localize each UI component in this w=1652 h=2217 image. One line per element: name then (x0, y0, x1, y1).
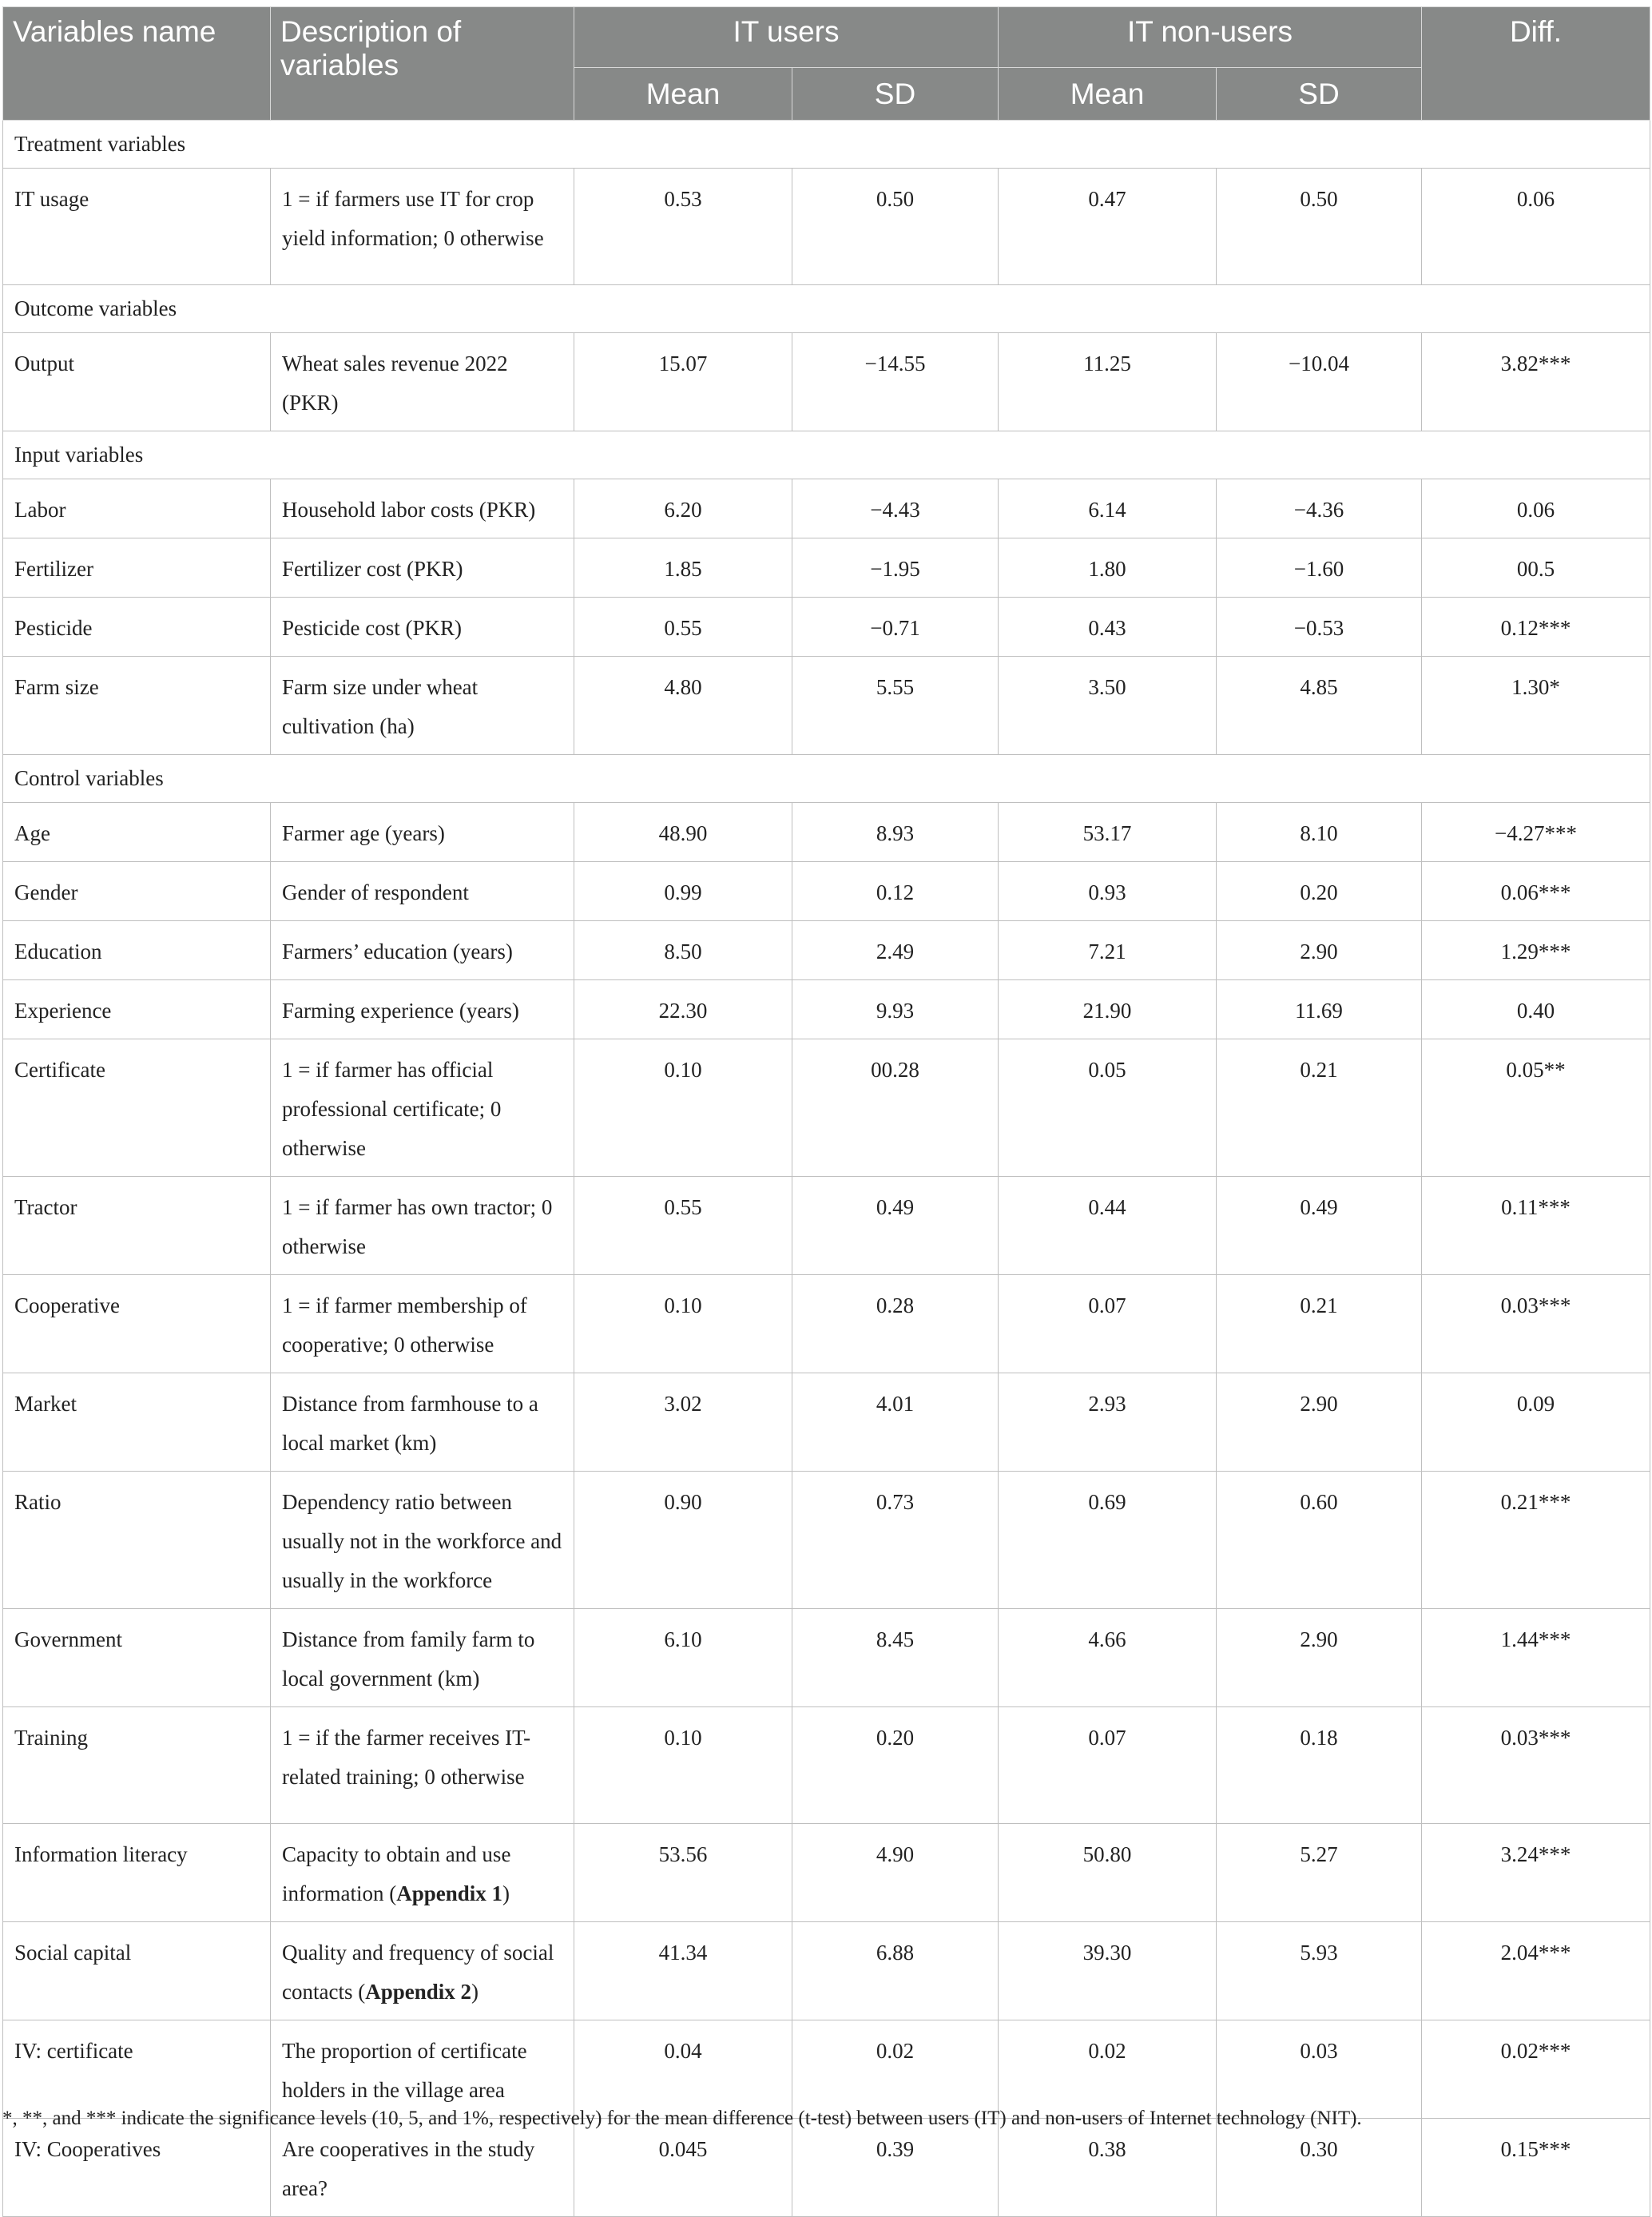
cell-description: Wheat sales revenue 2022 (PKR) (271, 333, 574, 431)
cell-it-sd: 8.93 (792, 803, 999, 862)
section-row (3, 121, 1650, 169)
cell-diff: 0.05** (1422, 1039, 1650, 1177)
cell-description: Distance from family farm to local government (km) (271, 1609, 574, 1707)
cell-nit-sd: 8.10 (1217, 803, 1422, 862)
cell-diff: 0.06 (1422, 479, 1650, 538)
cell-variable: IT usage (3, 169, 271, 285)
cell-diff: 0.03*** (1422, 1707, 1650, 1824)
cell-nit-sd: 0.21 (1217, 1039, 1422, 1177)
header-diff: Diff. (1422, 7, 1650, 121)
cell-description: 1 = if farmer has own tractor; 0 otherwise (271, 1177, 574, 1275)
cell-nit-mean: 7.21 (999, 921, 1217, 980)
cell-it-sd: 6.88 (792, 1922, 999, 2020)
cell-description: Gender of respondent (271, 862, 574, 921)
cell-it-mean: 1.85 (574, 538, 792, 598)
cell-nit-sd: −10.04 (1217, 333, 1422, 431)
table-row (3, 980, 1650, 1039)
cell-it-mean: 6.10 (574, 1609, 792, 1707)
cell-variable: Fertilizer (3, 538, 271, 598)
cell-description: Distance from farmhouse to a local market (km) (271, 1373, 574, 1472)
cell-it-sd: 0.20 (792, 1707, 999, 1824)
cell-it-sd: 5.55 (792, 657, 999, 755)
table-row (3, 1707, 1650, 1824)
cell-variable: Education (3, 921, 271, 980)
cell-nit-mean: 39.30 (999, 1922, 1217, 2020)
table-row (3, 598, 1650, 657)
cell-it-sd: 9.93 (792, 980, 999, 1039)
cell-it-sd: 2.49 (792, 921, 999, 980)
cell-description: 1 = if the farmer receives IT-related training; 0 otherwise (271, 1707, 574, 1824)
cell-nit-sd: 2.90 (1217, 1373, 1422, 1472)
cell-variable: Information literacy (3, 1824, 271, 1922)
cell-nit-sd: 5.27 (1217, 1824, 1422, 1922)
cell-nit-sd: 0.50 (1217, 169, 1422, 285)
cell-nit-mean: 3.50 (999, 657, 1217, 755)
header-it-nonusers-sd: SD (1217, 68, 1422, 121)
cell-description: Farming experience (years) (271, 980, 574, 1039)
cell-variable: Certificate (3, 1039, 271, 1177)
cell-it-sd: 8.45 (792, 1609, 999, 1707)
cell-variable: Labor (3, 479, 271, 538)
cell-diff: 0.02*** (1422, 2020, 1650, 2119)
cell-it-sd: 4.90 (792, 1824, 999, 1922)
cell-description (271, 1824, 574, 1922)
appendix-link: Appendix 2 (365, 1980, 472, 2004)
cell-it-mean: 48.90 (574, 803, 792, 862)
section-control: Control variables (3, 755, 1650, 803)
cell-variable: Gender (3, 862, 271, 921)
cell-it-sd: 0.50 (792, 169, 999, 285)
cell-it-sd: 00.28 (792, 1039, 999, 1177)
cell-nit-sd: 0.18 (1217, 1707, 1422, 1824)
cell-it-mean: 15.07 (574, 333, 792, 431)
description-text: ) (471, 1980, 479, 2004)
cell-nit-sd: 5.93 (1217, 1922, 1422, 2020)
cell-nit-sd: 0.20 (1217, 862, 1422, 921)
table-row (3, 1373, 1650, 1472)
cell-nit-sd: −1.60 (1217, 538, 1422, 598)
cell-nit-sd: 0.60 (1217, 1472, 1422, 1609)
header-it-nonusers: IT non-users (999, 7, 1422, 68)
header-variables-name: Variables name (3, 7, 271, 121)
cell-it-mean: 0.10 (574, 1707, 792, 1824)
table-row (3, 1824, 1650, 1922)
table-row (3, 1609, 1650, 1707)
table-row (3, 2119, 1650, 2217)
table-row (3, 169, 1650, 285)
cell-variable: Pesticide (3, 598, 271, 657)
cell-nit-mean: 50.80 (999, 1824, 1217, 1922)
cell-variable: Farm size (3, 657, 271, 755)
header-it-nonusers-mean: Mean (999, 68, 1217, 121)
cell-diff: 0.03*** (1422, 1275, 1650, 1373)
cell-diff: 1.44*** (1422, 1609, 1650, 1707)
appendix-link: Appendix 1 (396, 1881, 503, 1905)
cell-it-mean: 0.045 (574, 2119, 792, 2217)
cell-variable: Experience (3, 980, 271, 1039)
table-row (3, 1039, 1650, 1177)
cell-it-mean: 41.34 (574, 1922, 792, 2020)
cell-diff: 3.24*** (1422, 1824, 1650, 1922)
cell-variable: Tractor (3, 1177, 271, 1275)
cell-description: Farm size under wheat cultivation (ha) (271, 657, 574, 755)
cell-it-mean: 0.90 (574, 1472, 792, 1609)
section-input: Input variables (3, 431, 1650, 479)
table-row (3, 2020, 1650, 2119)
cell-it-mean: 4.80 (574, 657, 792, 755)
cell-nit-mean: 11.25 (999, 333, 1217, 431)
cell-it-mean: 0.53 (574, 169, 792, 285)
cell-nit-mean: 0.07 (999, 1275, 1217, 1373)
summary-statistics-table (2, 6, 1650, 2217)
cell-diff: 3.82*** (1422, 333, 1650, 431)
table-container (2, 6, 1650, 2217)
section-row (3, 755, 1650, 803)
cell-description (271, 1922, 574, 2020)
table-row (3, 921, 1650, 980)
cell-it-mean: 0.99 (574, 862, 792, 921)
cell-nit-sd: 0.30 (1217, 2119, 1422, 2217)
table-footnote: *, **, and *** indicate the significance levels (10, 5, and 1%, respectively) for the mean difference (t-test) between users (IT) and non-users of Internet technology (NIT). (2, 2108, 1362, 2129)
cell-nit-mean: 0.07 (999, 1707, 1217, 1824)
cell-nit-sd: 0.49 (1217, 1177, 1422, 1275)
cell-it-mean: 22.30 (574, 980, 792, 1039)
cell-diff: 2.04*** (1422, 1922, 1650, 2020)
cell-nit-mean: 0.43 (999, 598, 1217, 657)
cell-diff: 0.06 (1422, 169, 1650, 285)
table-row (3, 538, 1650, 598)
cell-diff: 0.09 (1422, 1373, 1650, 1472)
cell-nit-mean: 53.17 (999, 803, 1217, 862)
cell-variable: Market (3, 1373, 271, 1472)
cell-it-mean: 8.50 (574, 921, 792, 980)
header-it-users-mean: Mean (574, 68, 792, 121)
cell-variable: Government (3, 1609, 271, 1707)
table-row (3, 1275, 1650, 1373)
cell-nit-mean: 0.02 (999, 2020, 1217, 2119)
cell-nit-mean: 0.69 (999, 1472, 1217, 1609)
cell-it-sd: −4.43 (792, 479, 999, 538)
cell-it-sd: 0.49 (792, 1177, 999, 1275)
cell-it-mean: 0.10 (574, 1039, 792, 1177)
cell-diff: 00.5 (1422, 538, 1650, 598)
cell-variable: IV: Cooperatives (3, 2119, 271, 2217)
cell-variable: IV: certificate (3, 2020, 271, 2119)
section-outcome: Outcome variables (3, 285, 1650, 333)
cell-nit-mean: 0.38 (999, 2119, 1217, 2217)
cell-description: Pesticide cost (PKR) (271, 598, 574, 657)
cell-diff: 0.40 (1422, 980, 1650, 1039)
table-row (3, 333, 1650, 431)
cell-it-sd: −14.55 (792, 333, 999, 431)
cell-nit-mean: 0.44 (999, 1177, 1217, 1275)
header-it-users: IT users (574, 7, 999, 68)
section-row (3, 431, 1650, 479)
cell-diff: 0.06*** (1422, 862, 1650, 921)
cell-diff: 1.30* (1422, 657, 1650, 755)
cell-diff: 0.11*** (1422, 1177, 1650, 1275)
cell-description: Dependency ratio between usually not in the workforce and usually in the workforce (271, 1472, 574, 1609)
cell-it-sd: 0.39 (792, 2119, 999, 2217)
cell-description: Farmers’ education (years) (271, 921, 574, 980)
cell-nit-sd: −0.53 (1217, 598, 1422, 657)
cell-diff: 0.21*** (1422, 1472, 1650, 1609)
cell-nit-mean: 1.80 (999, 538, 1217, 598)
cell-nit-mean: 0.93 (999, 862, 1217, 921)
cell-variable: Cooperative (3, 1275, 271, 1373)
cell-diff: −4.27*** (1422, 803, 1650, 862)
cell-variable: Social capital (3, 1922, 271, 2020)
cell-it-mean: 0.04 (574, 2020, 792, 2119)
cell-it-mean: 6.20 (574, 479, 792, 538)
cell-it-sd: −0.71 (792, 598, 999, 657)
cell-nit-sd: 2.90 (1217, 921, 1422, 980)
cell-nit-sd: 11.69 (1217, 980, 1422, 1039)
cell-description: 1 = if farmer membership of cooperative; 0 otherwise (271, 1275, 574, 1373)
cell-diff: 1.29*** (1422, 921, 1650, 980)
cell-nit-mean: 6.14 (999, 479, 1217, 538)
cell-nit-mean: 0.47 (999, 169, 1217, 285)
cell-it-sd: 0.02 (792, 2020, 999, 2119)
cell-description: Fertilizer cost (PKR) (271, 538, 574, 598)
cell-description: The proportion of certificate holders in the village area (271, 2020, 574, 2119)
cell-nit-sd: −4.36 (1217, 479, 1422, 538)
cell-it-sd: 0.28 (792, 1275, 999, 1373)
cell-it-mean: 53.56 (574, 1824, 792, 1922)
description-text: ) (502, 1881, 510, 1905)
cell-nit-sd: 4.85 (1217, 657, 1422, 755)
cell-it-sd: −1.95 (792, 538, 999, 598)
cell-variable: Output (3, 333, 271, 431)
table-row (3, 1177, 1650, 1275)
cell-nit-mean: 21.90 (999, 980, 1217, 1039)
cell-it-sd: 4.01 (792, 1373, 999, 1472)
description-text: Quality and frequency of social contacts ( (282, 1941, 554, 2004)
section-treatment: Treatment variables (3, 121, 1650, 169)
cell-nit-mean: 4.66 (999, 1609, 1217, 1707)
header-description: Description of variables (271, 7, 574, 121)
cell-description: Are cooperatives in the study area? (271, 2119, 574, 2217)
cell-it-mean: 0.10 (574, 1275, 792, 1373)
table-row (3, 1472, 1650, 1609)
table-row (3, 803, 1650, 862)
cell-diff: 0.12*** (1422, 598, 1650, 657)
cell-nit-sd: 0.03 (1217, 2020, 1422, 2119)
cell-it-mean: 3.02 (574, 1373, 792, 1472)
table-row (3, 862, 1650, 921)
table-row (3, 1922, 1650, 2020)
header-it-users-sd: SD (792, 68, 999, 121)
cell-nit-mean: 2.93 (999, 1373, 1217, 1472)
cell-variable: Ratio (3, 1472, 271, 1609)
cell-description: 1 = if farmers use IT for crop yield information; 0 otherwise (271, 169, 574, 285)
description-text: Capacity to obtain and use information ( (282, 1842, 511, 1905)
cell-nit-sd: 2.90 (1217, 1609, 1422, 1707)
cell-diff: 0.15*** (1422, 2119, 1650, 2217)
cell-it-mean: 0.55 (574, 598, 792, 657)
cell-it-mean: 0.55 (574, 1177, 792, 1275)
cell-variable: Age (3, 803, 271, 862)
cell-nit-mean: 0.05 (999, 1039, 1217, 1177)
cell-it-sd: 0.73 (792, 1472, 999, 1609)
section-row (3, 285, 1650, 333)
cell-description: Household labor costs (PKR) (271, 479, 574, 538)
cell-description: 1 = if farmer has official professional certificate; 0 otherwise (271, 1039, 574, 1177)
table-row (3, 657, 1650, 755)
table-row (3, 479, 1650, 538)
cell-variable: Training (3, 1707, 271, 1824)
cell-nit-sd: 0.21 (1217, 1275, 1422, 1373)
cell-it-sd: 0.12 (792, 862, 999, 921)
cell-description: Farmer age (years) (271, 803, 574, 862)
